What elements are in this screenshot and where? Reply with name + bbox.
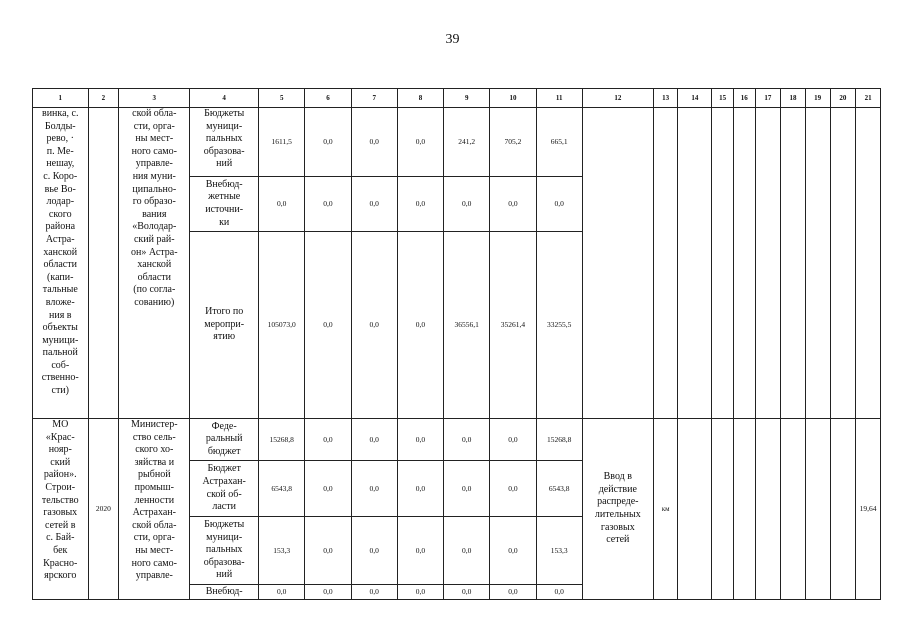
funding-source: Бюджеты муници- пальных образова- ний: [190, 108, 259, 177]
value-cell: 0,0: [397, 585, 443, 600]
value-cell: 0,0: [351, 419, 397, 461]
column-number: 18: [781, 89, 806, 108]
value-cell: 0,0: [444, 517, 490, 585]
value-cell: 0,0: [305, 177, 351, 232]
col21-value: 19,64: [856, 419, 881, 600]
column-number: 15: [712, 89, 734, 108]
unit-cell: км: [653, 419, 678, 600]
extra-cell: [678, 419, 712, 600]
column-number-row: [33, 89, 881, 108]
column-number: 6: [305, 89, 351, 108]
value-cell: 0,0: [397, 232, 443, 419]
value-cell: 0,0: [351, 461, 397, 517]
column-number: 7: [351, 89, 397, 108]
extra-cell: [830, 108, 856, 419]
value-cell: 0,0: [490, 177, 536, 232]
unit-cell: [653, 108, 678, 419]
extra-cell: [781, 108, 806, 419]
value-cell: 105073,0: [259, 232, 305, 419]
executor-cell: Министер- ство сель- ского хо- зяйства и рыбной промыш- ленности Астрахан- ской обла- сти, орга- ны мест- ного само- управле-: [119, 419, 190, 600]
value-cell: 0,0: [536, 177, 582, 232]
result-cell: Ввод в действие распреде- лительных газовых сетей: [582, 419, 653, 600]
extra-cell: [805, 419, 830, 600]
value-cell: 6543,8: [259, 461, 305, 517]
column-number: 3: [119, 89, 190, 108]
funding-source: Феде- ральный бюджет: [190, 419, 259, 461]
funding-source: Бюджет Астрахан- ской об- ласти: [190, 461, 259, 517]
value-cell: 153,3: [259, 517, 305, 585]
funding-source: Внебюд-: [190, 585, 259, 600]
year-cell: 2020: [88, 419, 119, 600]
value-cell: 0,0: [490, 461, 536, 517]
value-cell: 0,0: [444, 177, 490, 232]
column-number: 16: [733, 89, 755, 108]
column-number: 21: [856, 89, 881, 108]
column-number: 20: [830, 89, 856, 108]
column-number: 4: [190, 89, 259, 108]
value-cell: 33255,5: [536, 232, 582, 419]
value-cell: 0,0: [259, 177, 305, 232]
funding-source: Внебюд- жетные источни- ки: [190, 177, 259, 232]
funding-source: Итого по меропри- ятию: [190, 232, 259, 419]
value-cell: 0,0: [490, 419, 536, 461]
value-cell: 0,0: [397, 517, 443, 585]
extra-cell: [755, 108, 781, 419]
value-cell: 35261,4: [490, 232, 536, 419]
result-cell: [582, 108, 653, 419]
value-cell: 0,0: [351, 585, 397, 600]
extra-cell: [755, 419, 781, 600]
extra-cell: [805, 108, 830, 419]
column-number: 5: [259, 89, 305, 108]
column-number: 13: [653, 89, 678, 108]
value-cell: 0,0: [397, 177, 443, 232]
value-cell: 0,0: [444, 419, 490, 461]
value-cell: 0,0: [351, 232, 397, 419]
value-cell: 0,0: [351, 177, 397, 232]
extra-cell: [733, 419, 755, 600]
table-row: [33, 419, 881, 461]
value-cell: 0,0: [259, 585, 305, 600]
value-cell: 0,0: [444, 461, 490, 517]
column-number: 10: [490, 89, 536, 108]
value-cell: 0,0: [536, 585, 582, 600]
column-number: 17: [755, 89, 781, 108]
column-number: 11: [536, 89, 582, 108]
extra-cell: [712, 419, 734, 600]
value-cell: 36556,1: [444, 232, 490, 419]
year-cell: [88, 108, 119, 419]
column-number: 2: [88, 89, 119, 108]
extra-cell: [830, 419, 856, 600]
value-cell: 0,0: [490, 517, 536, 585]
value-cell: 15268,8: [536, 419, 582, 461]
value-cell: 0,0: [305, 585, 351, 600]
extra-cell: [781, 419, 806, 600]
column-number: 8: [397, 89, 443, 108]
value-cell: 0,0: [305, 232, 351, 419]
column-number: 9: [444, 89, 490, 108]
object-cell: МО «Крас- нояр- ский район». Строи- тельство газовых сетей в с. Бай- бек Красно- ярского: [33, 419, 89, 600]
value-cell: 0,0: [397, 461, 443, 517]
value-cell: 0,0: [305, 419, 351, 461]
value-cell: 0,0: [305, 108, 351, 177]
value-cell: 153,3: [536, 517, 582, 585]
executor-cell: ской обла- сти, орга- ны мест- ного само- управле- ния муни- ципально- го образо- вания «Володар- ский рай- он» Астра- ханской области (по согла- сованию): [119, 108, 190, 419]
object-cell: винка, с. Болды- рево, · п. Ме- нешау, с. Коро- вье Во- лодар- ского района Астра- ханской области (капи- тальные вложе- ния в объекты муници- пальной соб- ственно- сти): [33, 108, 89, 419]
funding-source: Бюджеты муници- пальных образова- ний: [190, 517, 259, 585]
extra-cell: [856, 108, 881, 419]
value-cell: 0,0: [351, 517, 397, 585]
value-cell: 0,0: [490, 585, 536, 600]
extra-cell: [678, 108, 712, 419]
column-number: 12: [582, 89, 653, 108]
column-number: 14: [678, 89, 712, 108]
value-cell: 0,0: [305, 517, 351, 585]
page-number: 39: [445, 32, 460, 47]
column-number: 1: [33, 89, 89, 108]
column-number: 19: [805, 89, 830, 108]
value-cell: 0,0: [397, 419, 443, 461]
value-cell: 0,0: [305, 461, 351, 517]
extra-cell: [733, 108, 755, 419]
value-cell: 705,2: [490, 108, 536, 177]
value-cell: 665,1: [536, 108, 582, 177]
value-cell: 0,0: [351, 108, 397, 177]
value-cell: 241,2: [444, 108, 490, 177]
value-cell: 15268,8: [259, 419, 305, 461]
program-table: [32, 88, 881, 600]
value-cell: 0,0: [444, 585, 490, 600]
value-cell: 6543,8: [536, 461, 582, 517]
value-cell: 0,0: [397, 108, 443, 177]
value-cell: 1611,5: [259, 108, 305, 177]
table-row: [33, 108, 881, 177]
extra-cell: [712, 108, 734, 419]
